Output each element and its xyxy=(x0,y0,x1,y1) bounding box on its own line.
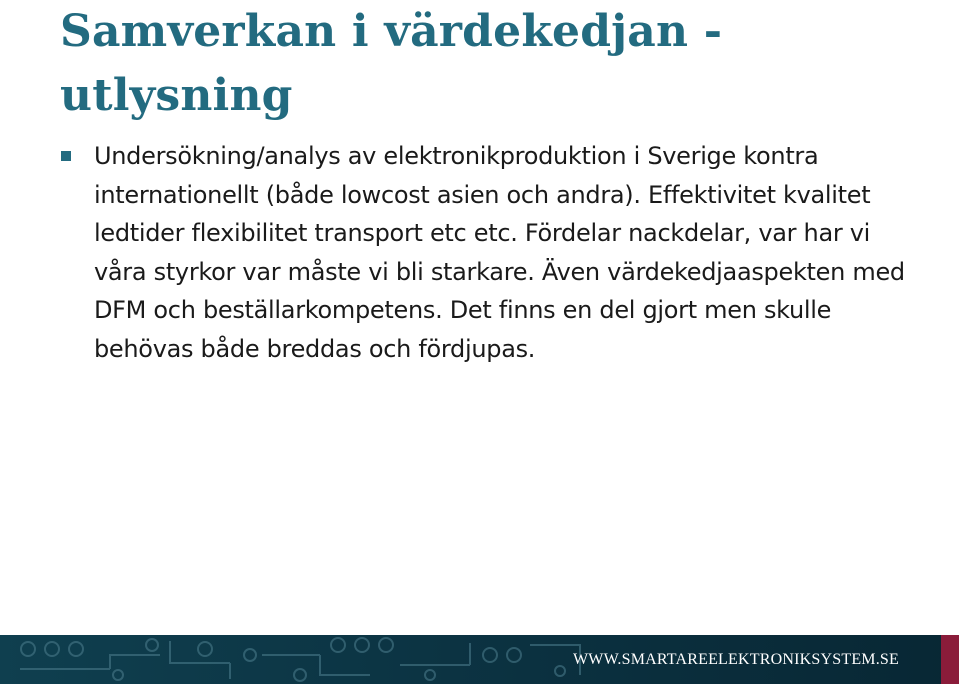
square-bullet-icon xyxy=(61,151,71,161)
bullet-text: Undersökning/analys av elektronikproduktion i Sverige kontra internationellt (både lowcost asien och andra). Effektivitet kvalitet ledtider flexibilitet transport etc etc. Fördelar nackdelar, var har vi våra styrkor var måste vi bli starkare. Även värdekedjaaspekten med DFM och beställarkompetens. Det finns en del gjort men skulle behövas både breddas och fördjupas. xyxy=(94,142,905,363)
bullet-item xyxy=(56,137,936,368)
footer-url: WWW.SMARTAREELEKTRONIKSYSTEM.SE xyxy=(572,651,899,668)
footer-band xyxy=(0,635,959,684)
footer-accent-strip xyxy=(941,635,959,684)
slide-content xyxy=(56,137,936,368)
slide-title: Samverkan i värdekedjan - utlysning xyxy=(60,6,723,121)
